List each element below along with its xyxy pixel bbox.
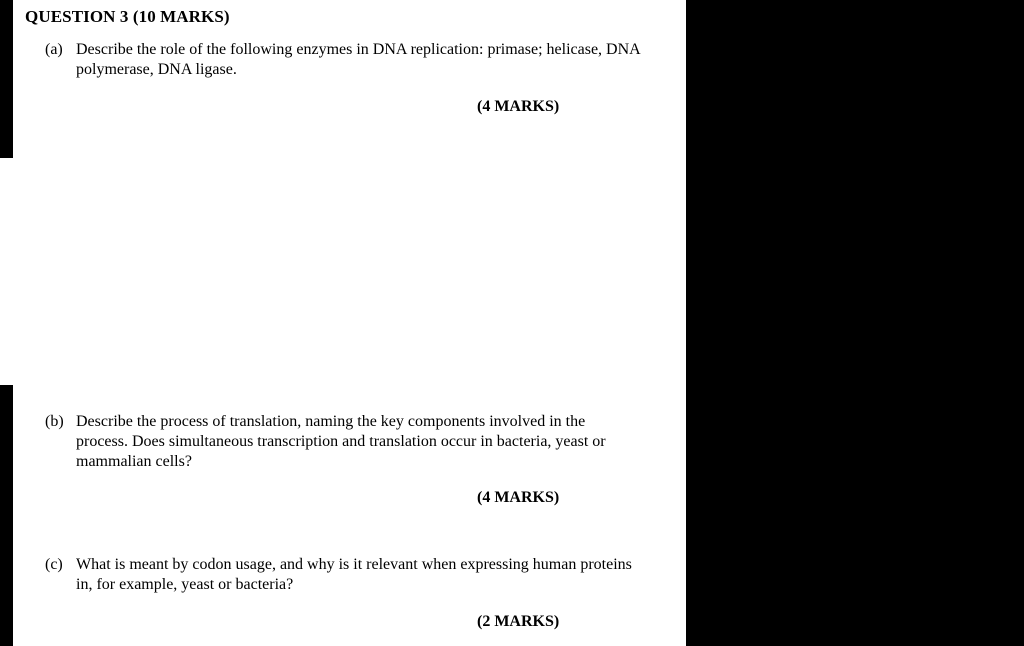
part-a-marks: (4 MARKS) <box>477 98 560 115</box>
question-part-a <box>45 40 645 84</box>
part-c-label: (c) <box>45 556 63 573</box>
left-edge-strip-bottom <box>0 385 13 646</box>
question-part-b <box>45 412 645 476</box>
question-part-c <box>45 555 645 599</box>
part-b-text: Describe the process of translation, naming the key components involved in the process. Does simultaneous transcription and translation occur in bacteria, yeast or mammalian cells? <box>76 413 606 470</box>
black-margin-area <box>686 0 1024 646</box>
left-edge-strip-top <box>0 0 13 158</box>
part-c-text: What is meant by codon usage, and why is it relevant when expressing human proteins in, for example, yeast or bacteria? <box>76 556 632 593</box>
part-b-label: (b) <box>45 413 64 430</box>
part-a-label: (a) <box>45 41 63 58</box>
question-title: QUESTION 3 (10 MARKS) <box>25 7 230 26</box>
part-a-text: Describe the role of the following enzymes in DNA replication: primase; helicase, DNA polymerase, DNA ligase. <box>76 41 640 78</box>
part-c-marks: (2 MARKS) <box>477 613 560 630</box>
part-b-marks: (4 MARKS) <box>477 489 560 506</box>
